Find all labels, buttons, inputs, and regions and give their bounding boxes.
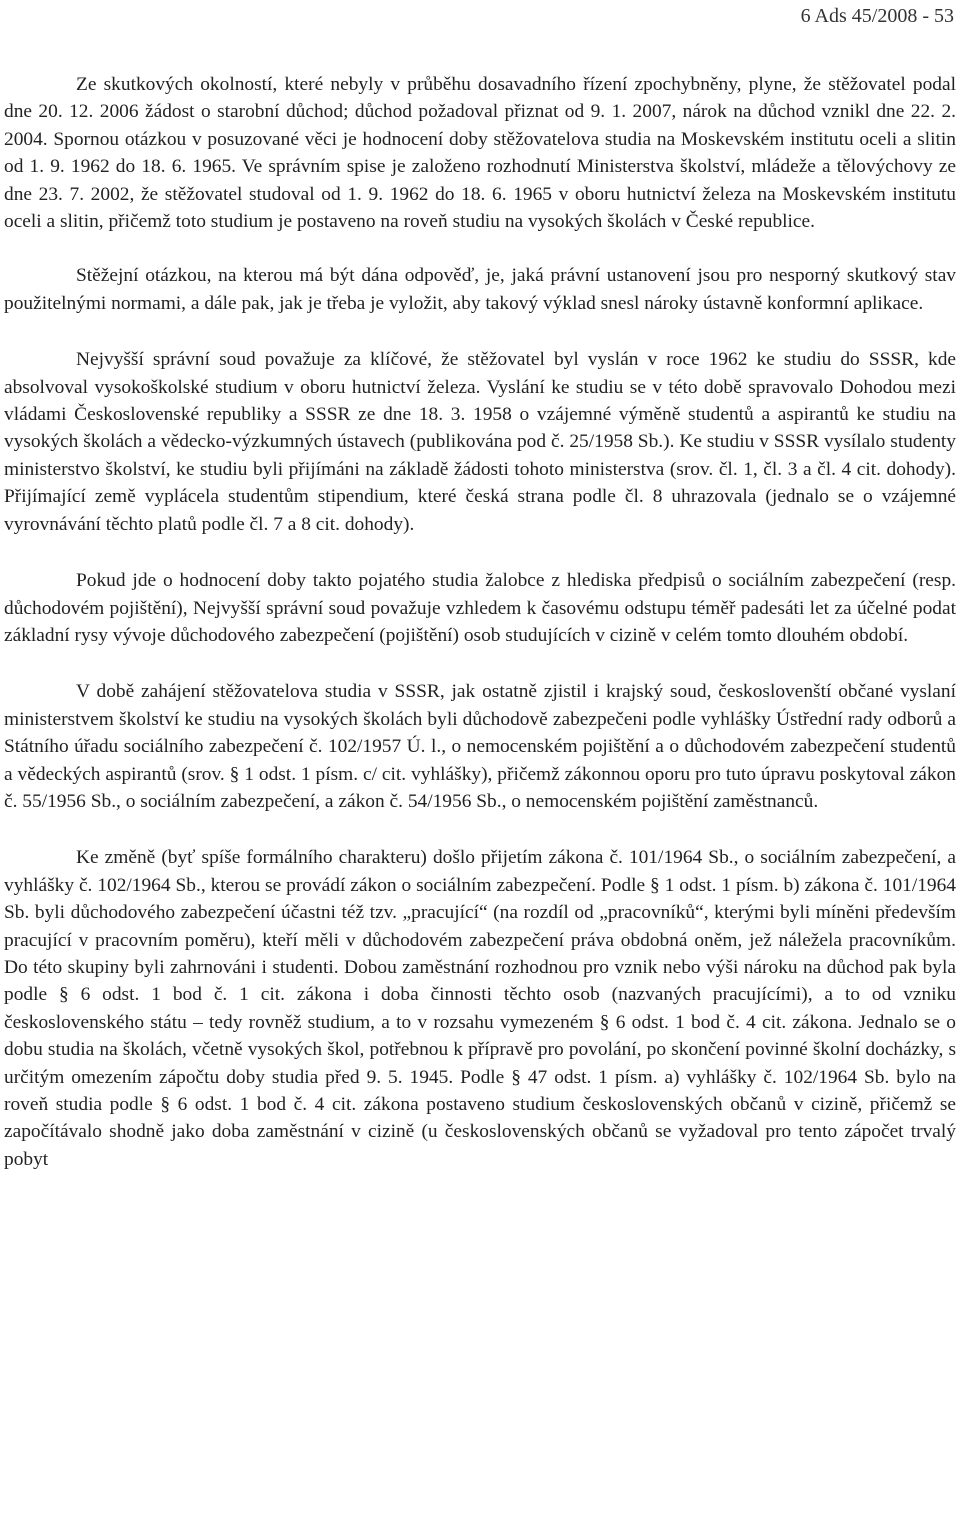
paragraph: Pokud jde o hodnocení doby takto pojatého studia žalobce z hlediska předpisů o sociálním zabezpečení (resp. důchodovém pojištění), Nejvyšší správní soud považuje vzhledem k časovému odstupu téměř padesáti let za účelné podat základní rysy vývoje důchodového zabezpečení (pojištění) osob studujících v cizině v celém tomto dlouhém období. xyxy=(4,570,956,646)
document-body xyxy=(4,71,956,1202)
paragraph: Nejvyšší správní soud považuje za klíčové, že stěžovatel byl vyslán v roce 1962 ke studiu do SSSR, kde absolvoval vysokoškolské studium v oboru hutnictví železa. Vyslání ke studiu se v této době spravovalo Dohodou mezi vládami Československé republiky a SSSR ze dne 18. 3. 1958 o vzájemné výměně studentů a aspirantů ke studiu na vysokých školách a vědecko-výzkumných ústavech (publikována pod č. 25/1958 Sb.). Ke studiu v SSSR vysílalo studenty ministerstvo školství, ke studiu byli přijímáni na základě žádosti tohoto ministerstva (srov. čl. 1, čl. 3 a čl. 4 cit. dohody). Přijímající země vyplácela studentům stipendium, které česká strana podle čl. 8 uhrazovala (jednalo se o vzájemné vyrovnávání těchto platů podle čl. 7 a 8 cit. dohody). xyxy=(4,349,956,535)
paragraph: Ze skutkových okolností, které nebyly v průběhu dosavadního řízení zpochybněny, plyne, že stěžovatel podal dne 20. 12. 2006 žádost o starobní důchod; důchod požadoval přiznat od 9. 1. 2007, nárok na důchod vznikl dne 22. 2. 2004. Spornou otázkou v posuzované věci je hodnocení doby stěžovatelova studia na Moskevském institutu oceli a slitin od 1. 9. 1962 do 18. 6. 1965. Ve správním spise je založeno rozhodnutí Ministerstva školství, mládeže a tělovýchovy ze dne 23. 7. 2002, že stěžovatel studoval od 1. 9. 1962 do 18. 6. 1965 v oboru hutnictví železa na Moskevském institutu oceli a slitin, přičemž toto studium je postaveno na roveň studiu na vysokých školách v České republice. xyxy=(4,74,956,233)
paragraph: Stěžejní otázkou, na kterou má být dána odpověď, je, jaká právní ustanovení jsou pro nesporný skutkový stav použitelnými normami, a dále pak, jak je třeba je vyložit, aby takový výklad snesl nároky ústavně konformní aplikace. xyxy=(4,265,956,314)
paragraph: V době zahájení stěžovatelova studia v SSSR, jak ostatně zjistil i krajský soud, českoslovenští občané vyslaní ministerstvem školství ke studiu na vysokých školách byli důchodově zabezpečeni podle vyhlášky Ústřední rady odborů a Státního úřadu sociálního zabezpečení č. 102/1957 Ú. l., o nemocenském pojištění a o důchodovém zabezpečení studentů a vědeckých aspirantů (srov. § 1 odst. 1 písm. c/ cit. vyhlášky), přičemž zákonnou oporu pro tuto úpravu poskytoval zákon č. 55/1956 Sb., o sociálním zabezpečení, a zákon č. 54/1956 Sb., o nemocenském pojištění zaměstnanců. xyxy=(4,681,956,812)
page-header-case-number: 6 Ads 45/2008 - 53 xyxy=(800,5,954,27)
paragraph: Ke změně (byť spíše formálního charakteru) došlo přijetím zákona č. 101/1964 Sb., o sociálním zabezpečení, a vyhlášky č. 102/1964 Sb., kterou se provádí zákon o sociálním zabezpečení. Podle § 1 odst. 1 písm. b) zákona č. 101/1964 Sb. byli důchodového zabezpečení účastni též tzv. „pracující“ (na rozdíl od „pracovníků“, kterými byli míněni především pracující v pracovním poměru), kteří měli v důchodovém zabezpečení práva obdobná oněm, jež náležela pracovníkům. Do této skupiny byli zahrnováni i studenti. Dobou zaměstnání rozhodnou pro vznik nebo výši nároku na důchod pak byla podle § 6 odst. 1 bod č. 1 cit. zákona i doba činnosti těchto osob (nazvaných pracujícími), a to od vzniku československého státu – tedy rovněž studium, a to v rozsahu vymezeném § 6 odst. 1 bod č. 4 cit. zákona. Jednalo se o dobu studia na školách, včetně vysokých škol, potřebnou k přípravě pro povolání, po skončení povinné školní docházky, s určitým omezením zápočtu doby studia před 9. 5. 1945. Podle § 47 odst. 1 písm. a) vyhlášky č. 102/1964 Sb. bylo na roveň studia podle § 6 odst. 1 bod č. 4 cit. zákona postaveno studium československých občanů v cizině, přičemž se započítávalo shodně jako doba zaměstnání v cizině (u československých občanů se vyžadoval pro tento zápočet trvalý pobyt xyxy=(4,847,956,1170)
